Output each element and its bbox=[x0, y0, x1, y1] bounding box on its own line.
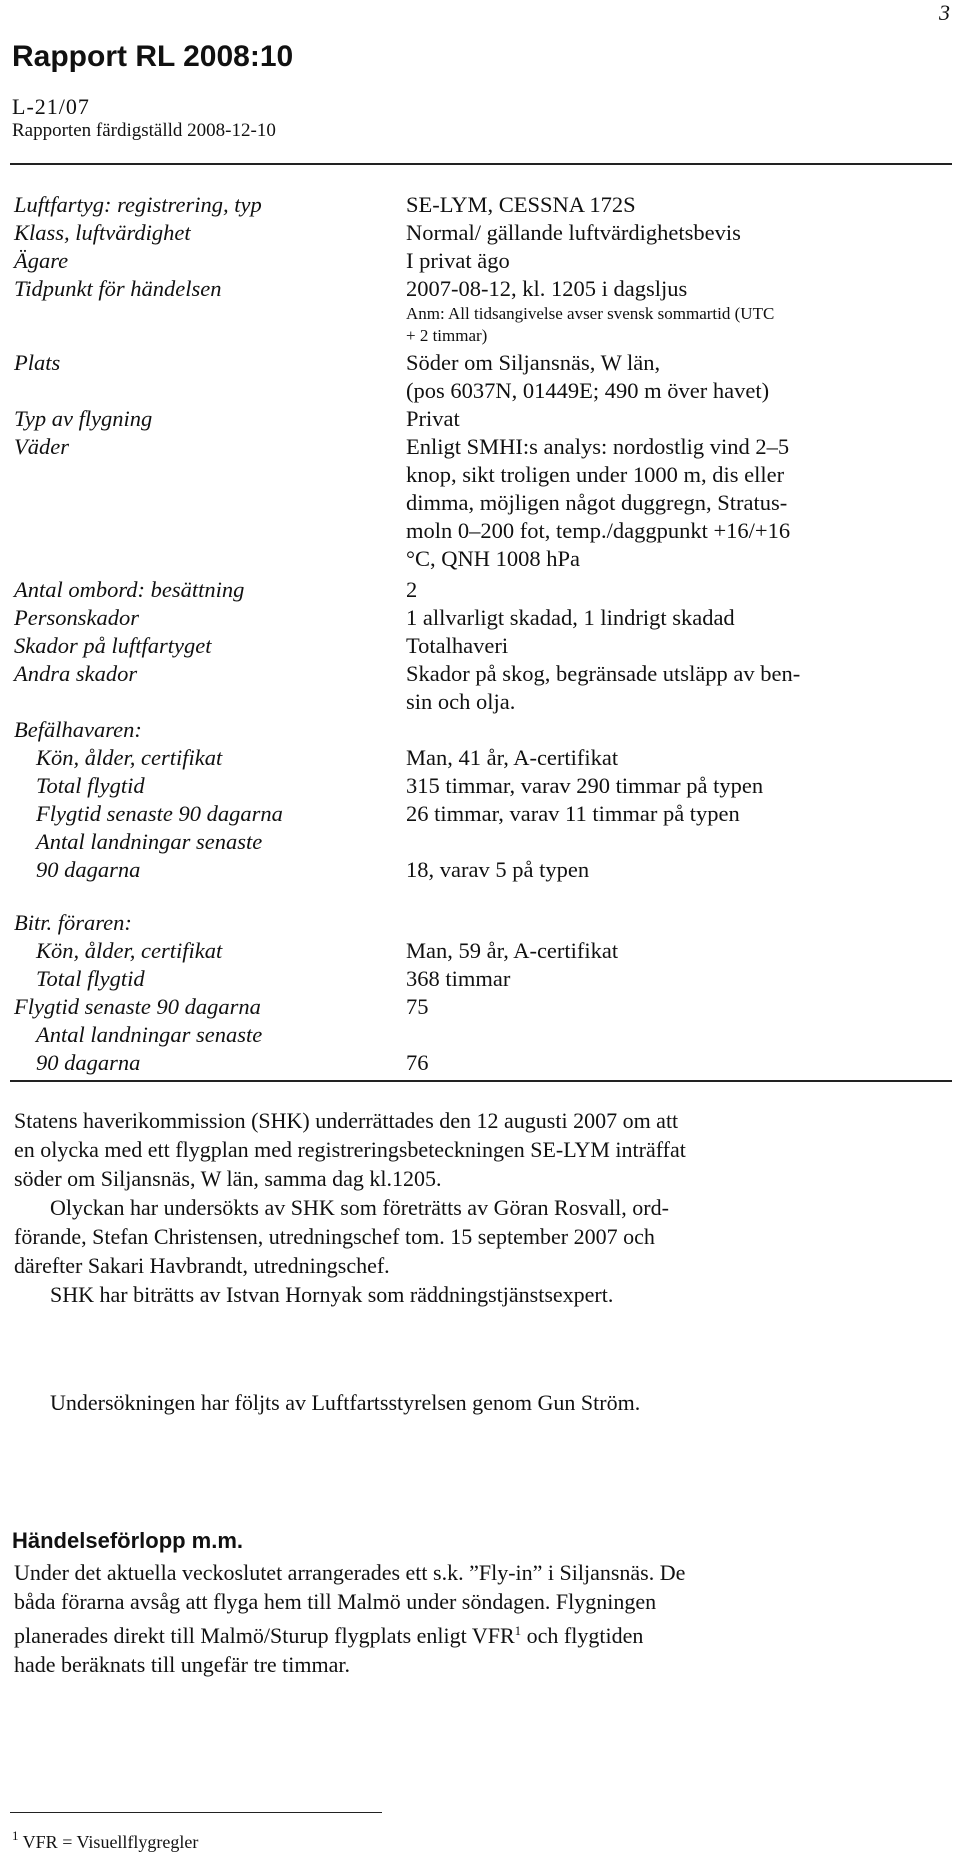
fact-label: Kön, ålder, certifikat bbox=[36, 938, 223, 963]
fact-row-cop-90 bbox=[14, 994, 944, 1024]
body-line: förande, Stefan Christensen, utredningschef tom. 15 september 2007 och bbox=[14, 1224, 655, 1249]
fact-row-other-damage-cont bbox=[14, 689, 944, 719]
fact-row-other-damage bbox=[14, 661, 944, 691]
body-line: Olyckan har undersökts av SHK som företrätts av Göran Rosvall, ord- bbox=[50, 1195, 669, 1220]
body-line: Undersökningen har följts av Luftfartsstyrelsen genom Gun Ström. bbox=[50, 1390, 641, 1415]
fact-label: Väder bbox=[14, 434, 69, 459]
body-text: och flygtiden bbox=[521, 1623, 644, 1648]
fact-value: Man, 41 år, A-certifikat bbox=[406, 745, 619, 770]
fact-label: Personskador bbox=[14, 605, 139, 630]
fact-label: Antal ombord: besättning bbox=[14, 577, 245, 602]
fact-row-cop-landings-cont bbox=[14, 1050, 944, 1080]
fact-row-crew bbox=[14, 577, 944, 607]
fact-value: (pos 6037N, 01449E; 490 m över havet) bbox=[406, 378, 770, 403]
fact-row-cop-landings bbox=[14, 1022, 944, 1052]
intro-paragraphs bbox=[14, 1106, 944, 1309]
time-note: + 2 timmar) bbox=[406, 326, 488, 345]
fact-label: Kön, ålder, certifikat bbox=[36, 745, 223, 770]
section-paragraph bbox=[14, 1558, 944, 1679]
time-note: Anm: All tidsangivelse avser svensk sommartid (UTC bbox=[406, 304, 775, 323]
fact-value: Man, 59 år, A-certifikat bbox=[406, 938, 619, 963]
fact-row-weather-cont bbox=[14, 546, 944, 576]
fact-label: Total flygtid bbox=[36, 773, 145, 798]
fact-row-cmd-landings bbox=[14, 829, 944, 859]
fact-value: sin och olja. bbox=[406, 689, 516, 714]
footnote-text: VFR = Visuellflygregler bbox=[18, 1832, 199, 1852]
fact-value: I privat ägo bbox=[406, 248, 510, 273]
fact-value: 2007-08-12, kl. 1205 i dagsljus bbox=[406, 276, 688, 301]
fact-value: 368 timmar bbox=[406, 966, 511, 991]
fact-label: Flygtid senaste 90 dagarna bbox=[14, 994, 261, 1019]
fact-value: 75 bbox=[406, 994, 429, 1019]
fact-row-weather-cont bbox=[14, 518, 944, 548]
fact-value: 18, varav 5 på typen bbox=[406, 857, 590, 882]
fact-label: Luftfartyg: registrering, typ bbox=[14, 192, 262, 217]
body-line: söder om Siljansnäs, W län, samma dag kl.1205. bbox=[14, 1166, 442, 1191]
fact-value: knop, sikt troligen under 1000 m, dis eller bbox=[406, 462, 785, 487]
page-number: 3 bbox=[939, 0, 950, 25]
fact-label: Antal landningar senaste bbox=[36, 829, 263, 854]
fact-row-flight-type bbox=[14, 406, 944, 436]
investigation-note bbox=[14, 1388, 944, 1417]
fact-label: 90 dagarna bbox=[36, 1050, 141, 1075]
body-line bbox=[14, 1616, 944, 1650]
fact-value: °C, QNH 1008 hPa bbox=[406, 546, 581, 571]
fact-label: Typ av flygning bbox=[14, 406, 153, 431]
report-number: L-21/07 bbox=[12, 94, 90, 119]
footnote-rule bbox=[10, 1812, 382, 1813]
body-line: en olycka med ett flygplan med registreringsbeteckningen SE-LYM inträffat bbox=[14, 1137, 686, 1162]
body-line: Statens haverikommission (SHK) underrättades den 12 augusti 2007 om att bbox=[14, 1108, 679, 1133]
body-line: därefter Sakari Havbrandt, utredningschef. bbox=[14, 1253, 390, 1278]
fact-value: Söder om Siljansnäs, W län, bbox=[406, 350, 661, 375]
fact-value: moln 0–200 fot, temp./daggpunkt +16/+16 bbox=[406, 518, 791, 543]
fact-label: Antal landningar senaste bbox=[36, 1022, 263, 1047]
footnote bbox=[12, 1828, 198, 1853]
report-title: Rapport RL 2008:10 bbox=[12, 40, 294, 73]
fact-row-cop-total bbox=[14, 966, 944, 996]
fact-label: Klass, luftvärdighet bbox=[14, 220, 191, 245]
fact-label: Plats bbox=[14, 350, 61, 375]
body-line: SHK har biträtts av Istvan Hornyak som räddningstjänstsexpert. bbox=[50, 1282, 614, 1307]
fact-row-cmd-90 bbox=[14, 801, 944, 831]
fact-row-place bbox=[14, 350, 944, 380]
fact-value: SE-LYM, CESSNA 172S bbox=[406, 192, 636, 217]
completion-date: Rapporten färdigställd 2008-12-10 bbox=[12, 120, 276, 141]
fact-row-damage bbox=[14, 633, 944, 663]
body-line: hade beräknats till ungefär tre timmar. bbox=[14, 1652, 350, 1677]
fact-row-cmd-landings-cont bbox=[14, 857, 944, 887]
fact-value: 315 timmar, varav 290 timmar på typen bbox=[406, 773, 764, 798]
fact-value: Normal/ gällande luftvärdighetsbevis bbox=[406, 220, 741, 245]
header-rule bbox=[10, 163, 952, 165]
fact-label: Ägare bbox=[14, 248, 69, 273]
fact-value: Skador på skog, begränsade utsläpp av ben- bbox=[406, 661, 801, 686]
fact-value: 26 timmar, varav 11 timmar på typen bbox=[406, 801, 740, 826]
fact-row-weather-cont bbox=[14, 490, 944, 520]
fact-label: 90 dagarna bbox=[36, 857, 141, 882]
section-heading: Händelseförlopp m.m. bbox=[12, 1528, 244, 1553]
fact-row-commander bbox=[14, 717, 944, 747]
fact-label: Total flygtid bbox=[36, 966, 145, 991]
fact-row-cop-gender bbox=[14, 938, 944, 968]
commander-heading: Befälhavaren: bbox=[14, 717, 142, 742]
fact-row-time bbox=[14, 276, 944, 306]
fact-row-class bbox=[14, 220, 944, 250]
fact-row-cmd-gender bbox=[14, 745, 944, 775]
fact-row-injuries bbox=[14, 605, 944, 635]
facts-rule bbox=[10, 1080, 952, 1082]
footnote-reference[interactable]: 1 bbox=[514, 1623, 522, 1638]
footnote-mark: 1 bbox=[12, 1828, 19, 1843]
fact-value: 1 allvarligt skadad, 1 lindrigt skadad bbox=[406, 605, 735, 630]
fact-label: Flygtid senaste 90 dagarna bbox=[36, 801, 283, 826]
fact-label: Skador på luftfartyget bbox=[14, 633, 212, 658]
body-line: Under det aktuella veckoslutet arrangerades ett s.k. ”Fly-in” i Siljansnäs. De bbox=[14, 1560, 686, 1585]
fact-value: Totalhaveri bbox=[406, 633, 509, 658]
copilot-heading: Bitr. föraren: bbox=[14, 910, 132, 935]
fact-row-copilot bbox=[14, 910, 944, 940]
body-line: båda förarna avsåg att flyga hem till Malmö under söndagen. Flygningen bbox=[14, 1589, 657, 1614]
fact-row-cmd-total bbox=[14, 773, 944, 803]
fact-row-weather-cont bbox=[14, 462, 944, 492]
fact-value: 76 bbox=[406, 1050, 429, 1075]
fact-value: Privat bbox=[406, 406, 460, 431]
fact-label: Tidpunkt för händelsen bbox=[14, 276, 222, 301]
fact-value: Enligt SMHI:s analys: nordostlig vind 2–5 bbox=[406, 434, 790, 459]
body-text: planerades direkt till Malmö/Sturup flygplats enligt VFR bbox=[14, 1623, 515, 1648]
fact-value: dimma, möjligen något duggregn, Stratus- bbox=[406, 490, 788, 515]
fact-row-weather bbox=[14, 434, 944, 464]
fact-value: 2 bbox=[406, 577, 418, 602]
fact-row-aircraft bbox=[14, 192, 944, 222]
fact-label: Andra skador bbox=[14, 661, 138, 686]
fact-row-owner bbox=[14, 248, 944, 278]
fact-row-place-cont bbox=[14, 378, 944, 408]
